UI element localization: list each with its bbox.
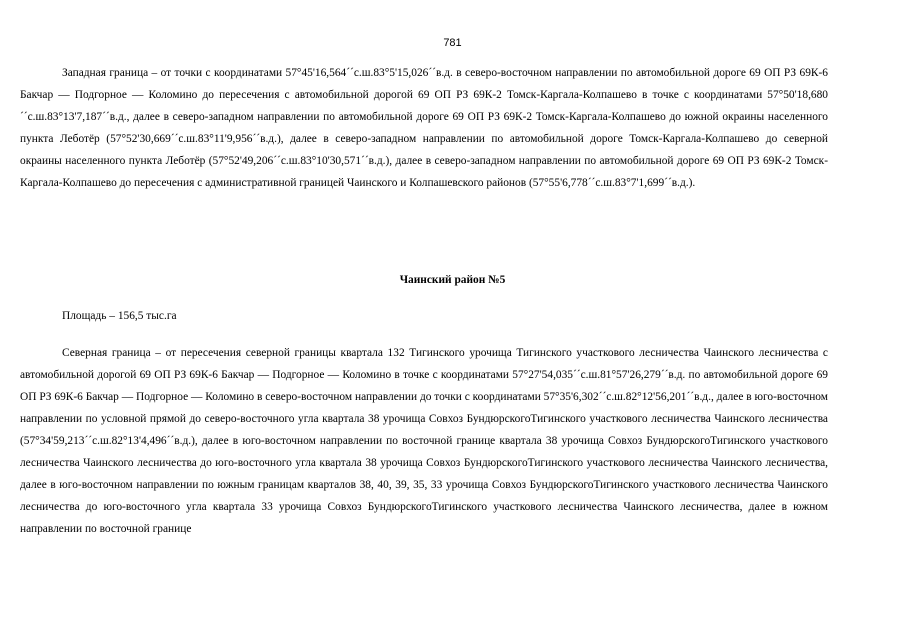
page-number: 781 (443, 37, 462, 49)
north-border-paragraph: Северная граница – от пересечения северной границы квартала 132 Тигинского урочища Тигинского участкового лесничества Чаинского лесничества с автомобильной дорогой 69 ОП РЗ 69К-6 Бакчар — Подгорное — Коломино в точке с координатами 57°27'54,035´´с.ш.81°57'26,279´´в.д. по автомобильной дороге 69 ОП РЗ 69К-6 Бакчар — Подгорное — Коломино в северо-восточном направлении до точки с координатами 57°35'6,302´´с.ш.82°12'56,201´´в.д., далее в юго-восточном направлении по условной прямой до северо-восточного угла квартала 38 урочища Совхоз БундюрскогоТигинского участкового лесничества Чаинского лесничества (57°34'59,213´´с.ш.82°13'4,496´´в.д.), далее в юго-восточном направлении по восточной границе квартала 38 урочища Совхоз БундюрскогоТигинского участкового лесничества Чаинского лесничества до юго-восточного угла квартала 38 урочища Совхоз БундюрскогоТигинского участкового лесничества Чаинского лесничества, далее в юго-восточном направлении по южным границам кварталов 38, 40, 39, 35, 33 урочища Совхоз БундюрскогоТигинского участкового лесничества Чаинского лесничества до юго-восточного угла квартала 33 урочища Совхоз БундюрскогоТигинского участкового лесничества Чаинского лесничества, далее в южном направлении по восточной границе (20, 347, 828, 535)
section-heading: Чаинский район №5 (399, 274, 506, 286)
west-border-paragraph: Западная граница – от точки с координатами 57°45'16,564´´с.ш.83°5'15,026´´в.д. в северо-восточном направлении по автомобильной дороге 69 ОП РЗ 69К-6 Бакчар — Подгорное — Коломино до пересечения с автомобильной дорогой 69 ОП РЗ 69К-2 Томск-Каргала-Колпашево в точке с координатами 57°50'18,680´´с.ш.83°13'7,187´´в.д., далее в северо-западном направлении по автомобильной дороге 69 ОП РЗ 69К-2 Томск-Каргала-Колпашево до южной окраины населенного пункта Леботёр (57°52'30,669´´с.ш.83°11'9,956´´в.д.), далее в северо-западном направлении по автомобильной дороге Томск-Каргала-Колпашево до северной окраины населенного пункта Леботёр (57°52'49,206´´с.ш.83°10'30,571´´в.д.), далее в северо-западном направлении по автомобильной дороге 69 ОП РЗ 69К-2 Томск-Каргала-Колпашево до пересечения с административной границей Чаинского и Колпашевского районов (57°55'6,778´´с.ш.83°7'1,699´´в.д.). (20, 67, 828, 189)
area-line: Площадь – 156,5 тыс.га (62, 310, 177, 322)
